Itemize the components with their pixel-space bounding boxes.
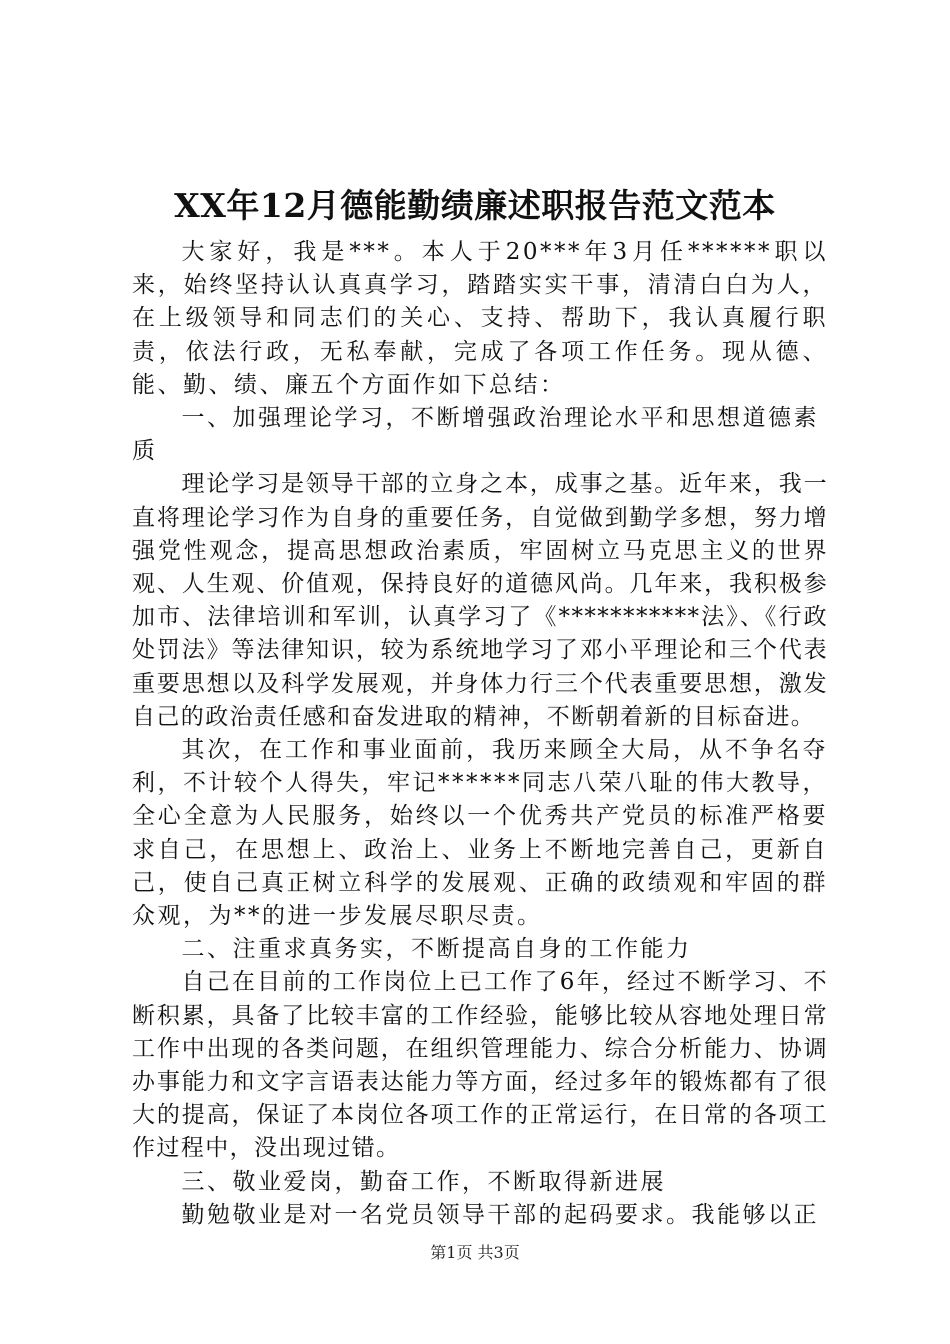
paragraph-secondly: 其次，在工作和事业面前，我历来顾全大局，从不争名夺利，不计较个人得失，牢记******同志八荣八耻的伟大教导，全心全意为人民服务，始终以一个优秀共产党员的标准严格要求自己，在思想上、政治上、业务上不断地完善自己，更新自己，使自己真正树立科学的发展观、正确的政绩观和牢固的群众观，为**的进一步发展尽职尽责。 (132, 737, 828, 930)
document-body (132, 236, 828, 1232)
paragraph-theory-study: 理论学习是领导干部的立身之本，成事之基。近年来，我一直将理论学习作为自身的重要任务，自觉做到勤学多想，努力增强党性观念，提高思想政治素质，牢固树立马克思主义的世界观、人生观、价值观，保持良好的道德风尚。几年来，我积极参加市、法律培训和军训，认真学习了《***********法》、《行政处罚法》等法律知识，较为系统地学习了邓小平理论和三个代表重要思想以及科学发展观，并身体力行三个代表重要思想，激发自己的政治责任感和奋发进取的精神，不断朝着新的目标奋进。 (132, 471, 828, 730)
page-footer: 第1页 共3页 (430, 1243, 520, 1262)
section-heading-2: 二、注重求真务实，不断提高自身的工作能力 (181, 936, 692, 963)
paragraph-work-ability: 自己在目前的工作岗位上已工作了6年，经过不断学习、不断积累，具备了比较丰富的工作经验，能够比较从容地处理日常工作中出现的各类问题，在组织管理能力、综合分析能力、协调办事能力和文字言语表达能力等方面，经过多年的锻炼都有了很大的提高，保证了本岗位各项工作的正常运行，在日常的各项工作过程中，没出现过错。 (132, 969, 828, 1162)
paragraph-intro: 大家好，我是***。本人于20***年3月任******职以来，始终坚持认认真真学习，踏踏实实干事，清清白白为人，在上级领导和同志们的关心、支持、帮助下，我认真履行职责，依法行政，无私奉献，完成了各项工作任务。现从德、能、勤、绩、廉五个方面作如下总结： (132, 239, 828, 398)
paragraph-diligence: 勤勉敬业是对一名党员领导干部的起码要求。我能够以正 (181, 1201, 819, 1228)
section-heading-1: 一、加强理论学习，不断增强政治理论水平和思想道德素质 (132, 405, 819, 465)
section-heading-3: 三、敬业爱岗，勤奋工作，不断取得新进展 (181, 1168, 666, 1195)
document-title: XX年12月德能勤绩廉述职报告范文范本 (174, 186, 776, 225)
